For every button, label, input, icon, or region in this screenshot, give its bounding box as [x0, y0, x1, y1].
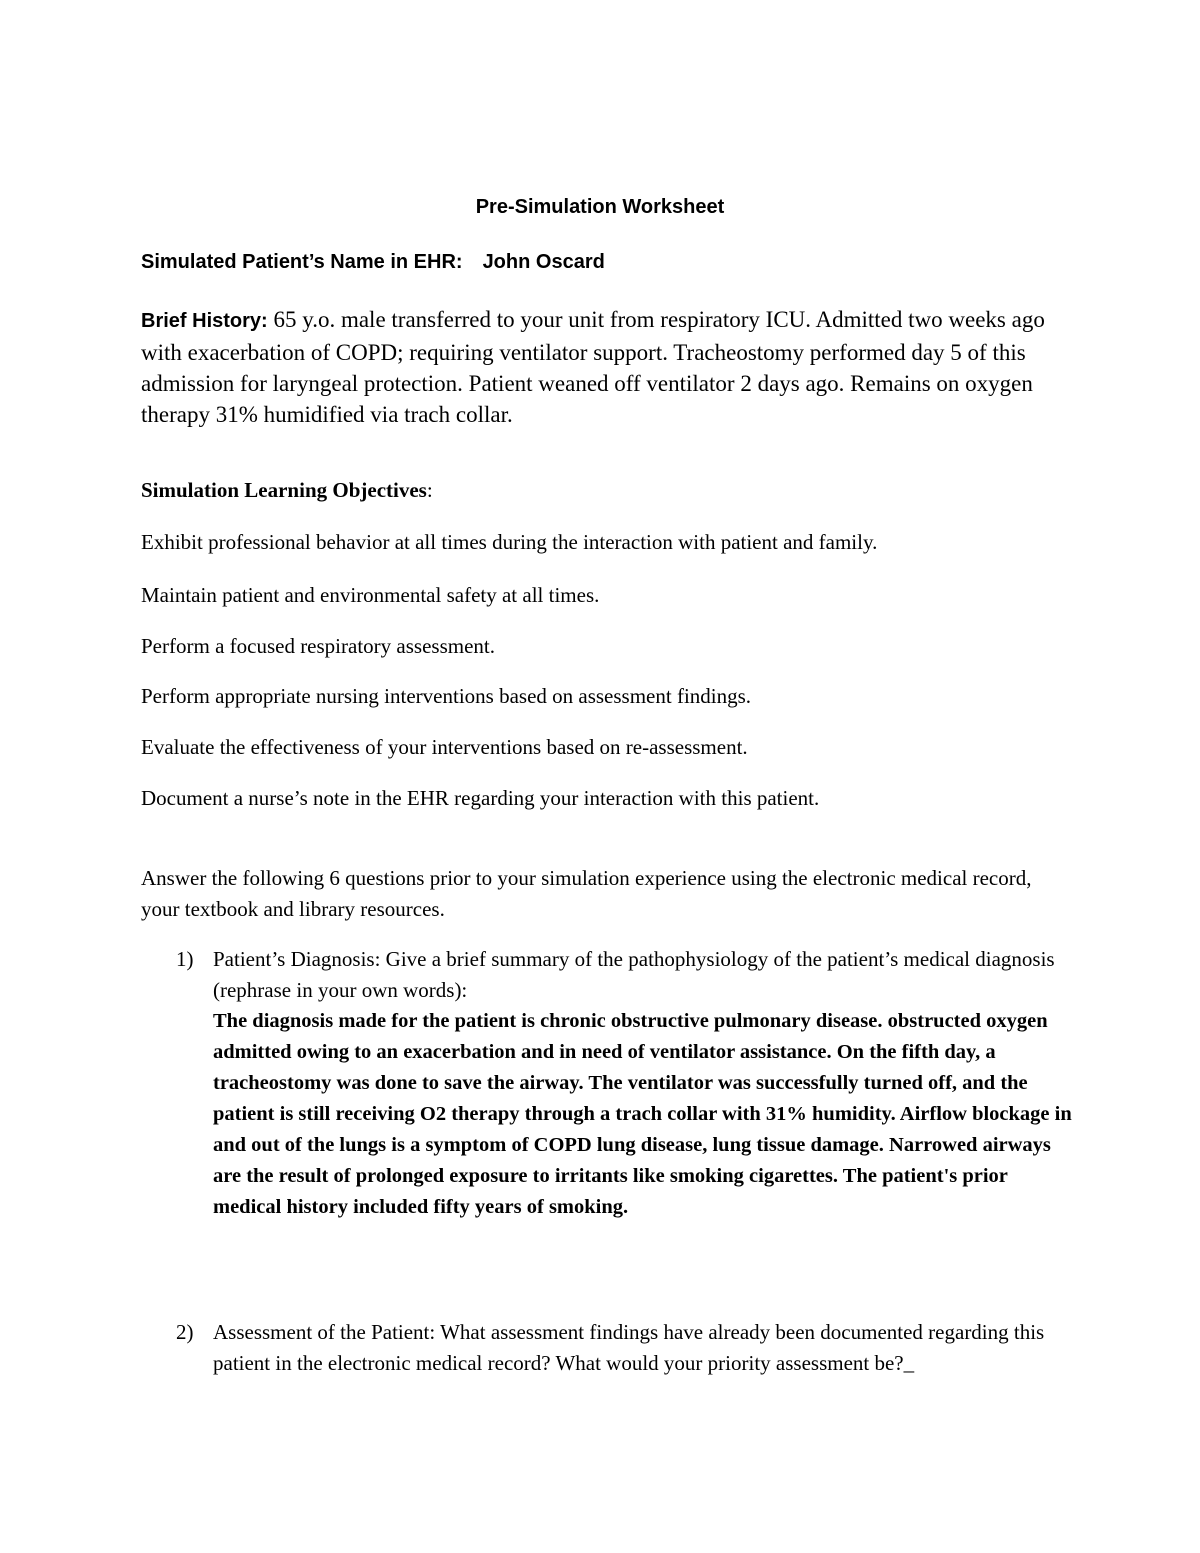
objective-item: Perform a focused respiratory assessment. [141, 634, 495, 658]
question-number: 1) [176, 947, 194, 971]
question-number: 2) [176, 1320, 194, 1344]
objective-item: Maintain patient and environmental safety at all times. [141, 583, 600, 607]
objectives-heading-text: Simulation Learning Objectives [141, 478, 427, 502]
question-body [213, 1317, 1073, 1379]
question-prompt: Patient’s Diagnosis: Give a brief summary of the pathophysiology of the patient’s medical diagnosis (rephrase in your own words): [213, 947, 1055, 1002]
brief-history [141, 304, 1066, 430]
objective-item: Perform appropriate nursing interventions based on assessment findings. [141, 684, 752, 708]
instructions-paragraph: Answer the following 6 questions prior to your simulation experience using the electronic medical record, your textbook and library resources. [141, 866, 1032, 921]
patient-name-label: Simulated Patient’s Name in EHR: [141, 251, 463, 273]
objective-item: Exhibit professional behavior at all times during the interaction with patient and family. [141, 530, 878, 554]
question-body [213, 944, 1073, 1223]
question-prompt: Assessment of the Patient: What assessment findings have already been documented regarding this patient in the electronic medical record? What would your priority assessment be?_ [213, 1320, 1045, 1375]
brief-history-text: 65 y.o. male transferred to your unit from respiratory ICU. Admitted two weeks ago with exacerbation of COPD; requiring ventilator support. Tracheostomy performed day 5 of this admission for laryngeal protection. Patient weaned off ventilator 2 days ago. Remains on oxygen therapy 31% humidified via trach collar. [141, 307, 1045, 427]
question-answer: The diagnosis made for the patient is chronic obstructive pulmonary disease. obstructed oxygen admitted owing to an exacerbation and in need of ventilator assistance. On the fifth day, a tracheostomy was done to save the airway. The ventilator was successfully turned off, and the patient is still receiving O2 therapy through a trach collar with 31% humidity. Airflow blockage in and out of the lungs is a symptom of COPD lung disease, lung tissue damage. Narrowed airways are the result of prolonged exposure to irritants like smoking cigarettes. The patient's prior medical history included fifty years of smoking. [213, 1010, 1072, 1218]
patient-name-value: John Oscard [482, 251, 605, 273]
patient-name-line [141, 251, 605, 274]
brief-history-label: Brief History: [141, 310, 268, 332]
objectives-heading-colon: : [426, 478, 433, 502]
objectives-heading [141, 478, 433, 503]
page-title: Pre-Simulation Worksheet [475, 196, 725, 218]
objective-item: Document a nurse’s note in the EHR regarding your interaction with this patient. [141, 786, 820, 810]
objective-item: Evaluate the effectiveness of your interventions based on re-assessment. [141, 735, 748, 759]
